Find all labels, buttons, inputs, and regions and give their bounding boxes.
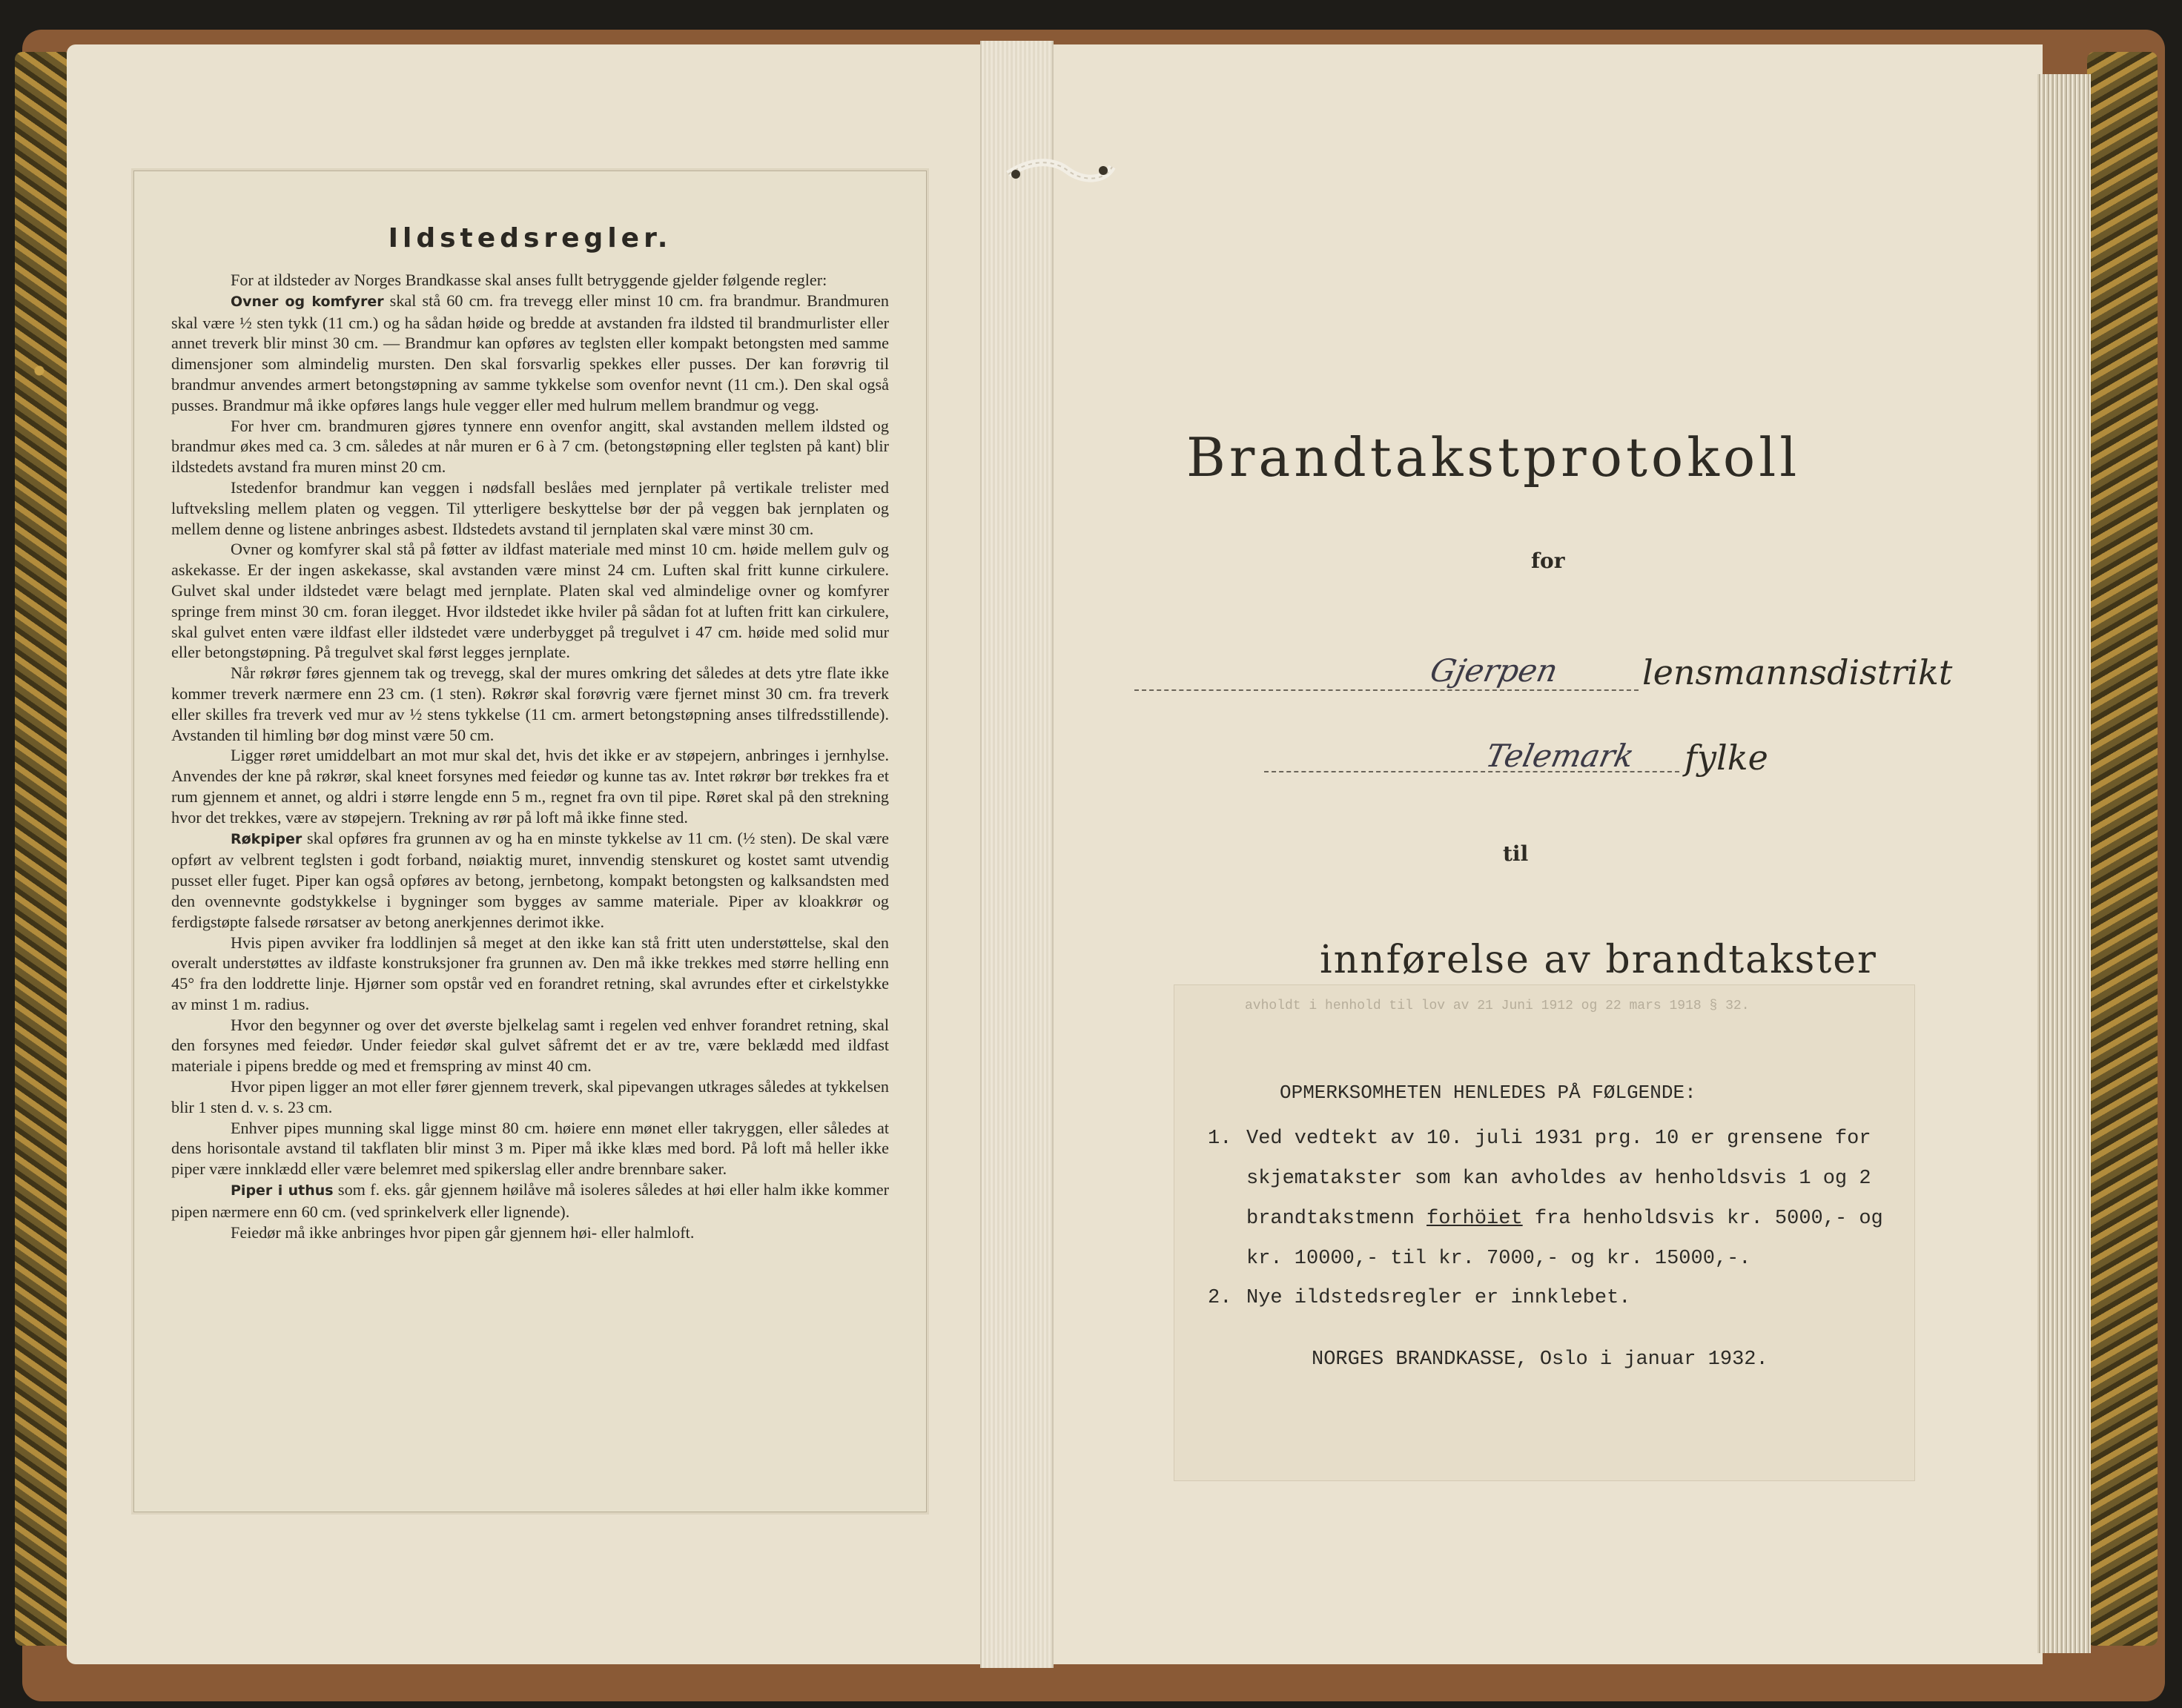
binding-cord (1001, 148, 1120, 200)
rule-text: Enhver pipes munning skal ligge minst 80 cm. høiere enn mønet eller takryggen, eller således at dens horisontale avstand til takflaten blir minst 3 m. Piper må ikke klæs med bord. På loft må heller ikke piper være innklædd eller være belemret med spikerslag eller andre brennbare saker. (171, 1118, 889, 1179)
notice-footer: NORGES BRANDKASSE, Oslo i januar 1932. (1312, 1348, 1768, 1371)
district-line (1134, 689, 1639, 691)
rule-lead: Piper i uthus (231, 1182, 334, 1199)
subtitle: innførelse av brandtakster (1320, 938, 1877, 982)
rules-body (171, 270, 889, 1242)
rule-paragraph (171, 1222, 889, 1243)
rule-text: skal opføres fra grunnen av og ha en minste tykkelse av 11 cm. (½ sten). De skal være opført av velbrent teglsten i godt forband, nøiaktig muret, innvendig stenskuret og kostet samt utvendig pusset eller fuget. Piper kan også opføres av betong, jernbetong, kompakt betongsten og kalksandsten med den ovennevnte godstykkelse i bygninger som bygges av samme materiale. Piper av kloakkrør og ferdigstøpte falsede rørsatser av betong anerkjennes derimot ikke. (171, 828, 889, 931)
item-line: skjematakster som kan avholdes av henholdsvis 1 og 2 (1246, 1168, 1871, 1190)
rule-text: Når røkrør føres gjennem tak og trevegg, skal der mures omkring det således at dets ytre flate ikke kommer treverk nærmere enn 23 cm. (1 sten). Røkrør skal forøvrig være fjernet minst 30 cm. fra treverk eller skilles fra treverk ved mur av ½ stens tykkelse (11 cm. armert betongstøpning anses tilfredsstillende). Avstanden til himling bør dog minst være 50 cm. (171, 663, 889, 744)
rule-paragraph (171, 745, 889, 827)
item-line-part: brandtakstmenn (1246, 1208, 1427, 1230)
rule-text: Feiedør må ikke anbringes hvor pipen går gjennem høi- eller halmloft. (231, 1222, 695, 1242)
item-text: Nye ildstedsregler er innklebet. (1246, 1287, 1631, 1309)
rule-paragraph (171, 933, 889, 1015)
rule-paragraph (171, 416, 889, 477)
rule-text: Hvor den begynner og over det øverste bjelkelag samt i regelen ved enhver forandret retning, skal den forsynes med feiedør. Under feiedør skal gulvet såfremt det er av tre, være beklædd med ildfast materiale i pipens bredde og med et fremspring av minst 40 cm. (171, 1015, 889, 1076)
protocol-title: Brandtakstprotokoll (1186, 426, 1801, 489)
notice-heading: OPMERKSOMHETEN HENLEDES PÅ FØLGENDE: (1280, 1082, 1696, 1104)
marbled-endpaper-right (2087, 52, 2158, 1646)
rule-paragraph (171, 270, 889, 291)
notice-slip (1174, 984, 1915, 1481)
rule-paragraph (171, 1076, 889, 1118)
item-line-part: fra henholdsvis kr. 5000,- og (1522, 1208, 1883, 1230)
rule-paragraph (171, 663, 889, 745)
district-suffix: lensmannsdistrikt (1642, 652, 1953, 692)
rule-text: Istedenfor brandmur kan veggen i nødsfall beslåes med jernplater på vertikale trelister med luftveksling mellem platen og veggen. Til ytterligere beskyttelse bør der på veggen bak jernplaten og mellem denne og listene anbringes asbest. Ildstedets avstand til jernplaten skal være minst 30 cm. (171, 477, 889, 538)
faded-line: avholdt i henhold til lov av 21 Juni 1912 og 22 mars 1918 § 32. (1245, 999, 1750, 1013)
rule-paragraph (171, 1118, 889, 1179)
for-label: for (1531, 549, 1565, 573)
rule-lead: Røkpiper (231, 830, 302, 847)
county-handwritten: Telemark (1482, 738, 1638, 774)
page-edges (2037, 74, 2091, 1653)
rule-paragraph (171, 477, 889, 539)
item-line: Ved vedtekt av 10. juli 1931 prg. 10 er grensene for (1246, 1128, 1871, 1150)
rule-text: Ligger røret umiddelbart an mot mur skal det, hvis det ikke er av støpejern, anbringes i jernhylse. Anvendes der kne på røkrør, skal kneet forsynes med feiedør og kunne tas av. Intet røkrør bør trekkes fra et rum gjennem et annet, og aldri i større lengde enn 5 m., regnet fra ovn til pipe. Røret skal på den strekning hvor det trekkes, være av støpejern. Trekning av rør på loft må ikke finne sted. (171, 746, 889, 827)
rule-text: Hvor pipen ligger an mot eller fører gjennem treverk, skal pipevangen utkrages således at tykkelsen blir 1 sten d. v. s. 23 cm. (171, 1077, 889, 1116)
fire-rules-sheet (133, 171, 927, 1512)
rule-paragraph (171, 1179, 889, 1222)
rule-lead: Ovner og komfyrer (231, 293, 384, 310)
rule-text: skal stå 60 cm. fra trevegg eller minst 10 cm. fra brandmur. Brandmuren skal være ½ sten tykk (11 cm.) og ha sådan høide og bredde at avstanden fra ildsted til brandmurlister eller annet treverk blir minst 30 cm. — Brandmur kan opføres av teglsten eller kompakt betongsten med samme dimensjoner som almindelig mursten. Den skal forsvarlig spekkes eller pusses. Der kan forøvrig til brandmur anvendes armert betongstøpning av samme tykkelse som ovenfor nevnt (11 cm.). Den skal også pusses. Brandmur må ikke opføres langs hule vegger eller med hulrum mellem brandmur og vegg. (171, 291, 889, 414)
item-number: 1. (1208, 1128, 1232, 1150)
rule-text: som f. eks. går gjennem høilåve må isoleres således at høi eller halm ikke kommer pipen nærmere enn 60 cm. (ved sprinkelverk eller lignende). (171, 1180, 889, 1221)
book-gutter (980, 41, 1054, 1668)
rule-paragraph (171, 539, 889, 663)
notice-item-2 (1208, 1278, 1630, 1318)
notice-item-1 (1208, 1119, 1883, 1279)
rule-paragraph (171, 291, 889, 416)
district-handwritten: Gjerpen (1426, 652, 1561, 689)
item-line: kr. 10000,- til kr. 7000,- og kr. 15000,-. (1246, 1248, 1751, 1270)
rule-paragraph (171, 828, 889, 933)
rule-text: For hver cm. brandmuren gjøres tynnere enn ovenfor angitt, skal avstanden mellem ildsted og brandmur økes med ca. 3 cm. således at når muren er 6 à 7 cm. (betongstøpning eller teglsten på kant) blir ildstedets avstand fra muren minst 20 cm. (171, 416, 889, 477)
rules-title: Ildstedsregler. (388, 223, 672, 254)
county-suffix: fylke (1685, 738, 1768, 778)
rule-text: For at ildsteder av Norges Brandkasse skal anses fullt betryggende gjelder følgende regler: (231, 271, 827, 289)
underlined-word: forhöiet (1426, 1208, 1523, 1230)
til-label: til (1503, 841, 1529, 866)
rule-text: Hvis pipen avviker fra loddlinjen så meget at den ikke kan stå fritt uten understøttelse, skal den overalt understøttes av ildfaste konstruksjoner fra grunnen av. Den må ikke trekkes med større helling enn 45° fra den loddrette linje. Hjørner som opstår ved en forandret retning, skal avrundes efter et cirkelstykke av minst 1 m. radius. (171, 933, 889, 1013)
rule-text: Ovner og komfyrer skal stå på føtter av ildfast materiale med minst 10 cm. høide mellem gulv og askekasse. Er der ingen askekasse, skal avstanden være minst 24 cm. Luften skal fritt kunne cirkulere. Gulvet skal under ildstedet være belagt med jernplate. Platen skal ved almindelige ovner og komfyrer springe frem minst 30 cm. foran ilegget. Hvor ildstedet ikke hviler på sådan fot at luften fritt kan cirkulere, skal gulvet enten være ildfast eller ildstedet være underbygget på tregulvet i 47 cm. høide med solid mur eller betongstøpning. På tregulvet skal først legges jernplate. (171, 540, 889, 662)
rule-paragraph (171, 1015, 889, 1076)
item-number: 2. (1208, 1287, 1232, 1309)
